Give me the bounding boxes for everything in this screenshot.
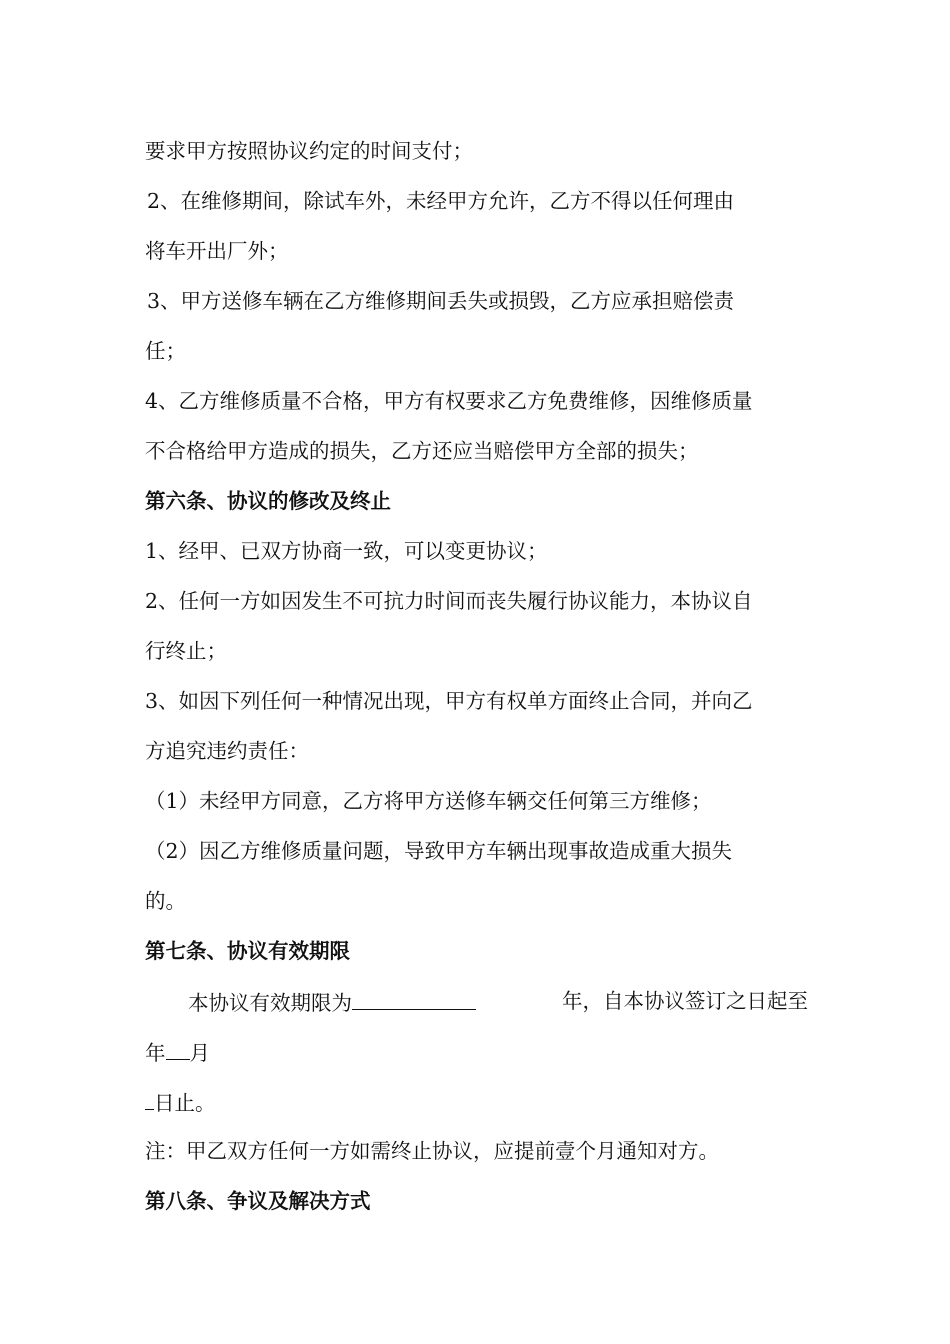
clause-6-item-1: 1、经甲、已双方协商一致，可以变更协议； [145,539,548,563]
day-blank-field [145,1087,154,1110]
clause-6-sub-item-1: （1）未经甲方同意，乙方将甲方送修车辆交任何第三方维修； [145,789,712,813]
paragraph-line: 的。 [145,889,186,913]
section-heading-article-8: 第八条、争议及解决方式 [145,1189,371,1213]
validity-text-end: 年，自本协议签订之日起至 [562,989,808,1013]
paragraph-line: 要求甲方按照协议约定的时间支付； [145,139,473,163]
clause-5-item-3: 3、甲方送修车辆在乙方维修期间丢失或损毁，乙方应承担赔偿责 [147,289,735,313]
clause-5-item-2: 2、在维修期间，除试车外，未经甲方允许，乙方不得以任何理由 [147,189,735,213]
end-date-line: 年 月 [145,1037,815,1067]
paragraph-line: 方追究违约责任： [145,739,309,763]
paragraph-line: 不合格给甲方造成的损失，乙方还应当赔偿甲方全部的损失； [145,439,699,463]
paragraph-line: 行终止； [145,639,227,663]
clause-6-item-2: 2、任何一方如因发生不可抗力时间而丧失履行协议能力，本协议自 [145,589,753,613]
validity-text-start: 本协议有效期限为 [188,987,476,1017]
section-heading-article-6: 第六条、协议的修改及终止 [145,489,391,513]
month-blank-field [166,1037,190,1060]
clause-6-item-3: 3、如因下列任何一种情况出现，甲方有权单方面终止合同，并向乙 [145,689,753,713]
note-line: 注：甲乙双方任何一方如需终止协议，应提前壹个月通知对方。 [145,1139,719,1163]
paragraph-line: 任； [145,339,186,363]
end-day-line: 日止。 [145,1087,815,1117]
section-heading-article-7: 第七条、协议有效期限 [145,939,350,963]
validity-period-line [188,987,808,1017]
clause-5-item-4: 4、乙方维修质量不合格，甲方有权要求乙方免费维修，因维修质量 [145,389,753,413]
paragraph-line: 将车开出厂外； [145,239,289,263]
years-blank-field [352,987,476,1010]
clause-6-sub-item-2: （2）因乙方维修质量问题，导致甲方车辆出现事故造成重大损失 [145,839,733,863]
